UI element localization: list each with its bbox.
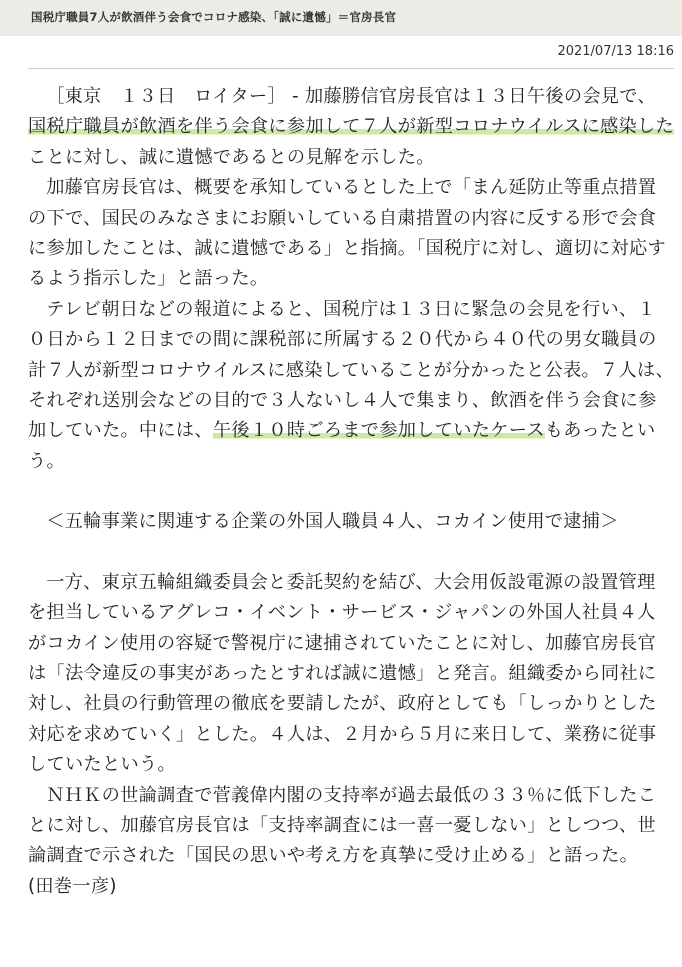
subheading: ＜五輪事業に関連する企業の外国人職員４人、コカイン使用で逮捕＞ — [46, 511, 619, 533]
headline-bar — [0, 0, 682, 36]
article-body — [28, 82, 674, 902]
paragraph-3-start: テレビ朝日などの報道によると、国税庁は１３日に緊急の会見を行い、１０日から１２日までの間に課税部に所属する２０代から４０代の男女職員の計７人が新型コロナウイルスに感染していることが分かったと公表。７人は、それぞれ送別会などの目的で３人ないし４人で集まり、飲酒を伴う会食に参加していた。中には、 — [28, 298, 674, 442]
spacer — [28, 538, 674, 568]
paragraph-2: 加藤官房長官は、概要を承知しているとした上で「まん延防止等重点措置の下で、国民のみなさまにお願いしている自粛措置の内容に反する形で会食に参加したことは、誠に遺憾である」と指摘。「国税庁に対し、適切に対応するよう指示した」と語った。 — [28, 177, 666, 290]
paragraph-3 — [28, 295, 674, 477]
paragraph-5: ＮＨＫの世論調査で菅義偉内閣の支持率が過去最低の３３％に低下したことに対し、加藤官房長官は「支持率調査には一喜一憂しない」としつつ、世論調査で示された「国民の思いや考え方を真摯に受け止める」と語った。 — [28, 784, 657, 867]
spacer — [28, 477, 674, 507]
headline[interactable]: 国税庁職員7人が飲酒伴う会食でコロナ感染、「誠に遺憾」＝官房長官 — [31, 10, 397, 24]
highlighted-text: 国税庁職員が飲酒を伴う会食に参加して７人が新型コロナウイルスに感染した — [28, 116, 674, 138]
paragraph-1 — [28, 82, 674, 173]
byline: (田巻一彦) — [28, 875, 117, 897]
paragraph-1-end: ことに対し、誠に遺憾であるとの見解を示した。 — [28, 146, 435, 168]
divider — [28, 68, 674, 69]
paragraph-3-end: もあったという。 — [28, 420, 656, 472]
publish-timestamp: 2021/07/13 18:16 — [557, 44, 674, 59]
paragraph-4: 一方、東京五輪組織委員会と委託契約を結び、大会用仮設電源の設置管理を担当しているアグレコ・イベント・サービス・ジャパンの外国人社員４人がコカイン使用の容疑で警視庁に逮捕されていたことに対し、加藤官房長官は「法令違反の事実があったとすれば誠に遺憾」と発言。組織委から同社に対し、社員の行動管理の徹底を要請したが、政府としても「しっかりとした対応を求めていく」とした。４人は、２月から５月に来日して、業務に従事していたという。 — [28, 571, 657, 776]
highlighted-text: 午後１０時ごろまで参加していたケース — [212, 420, 545, 442]
paragraph-1-start: ［東京 １３日 ロイター］ - 加藤勝信官房長官は１３日午後の会見で、 — [46, 86, 656, 107]
